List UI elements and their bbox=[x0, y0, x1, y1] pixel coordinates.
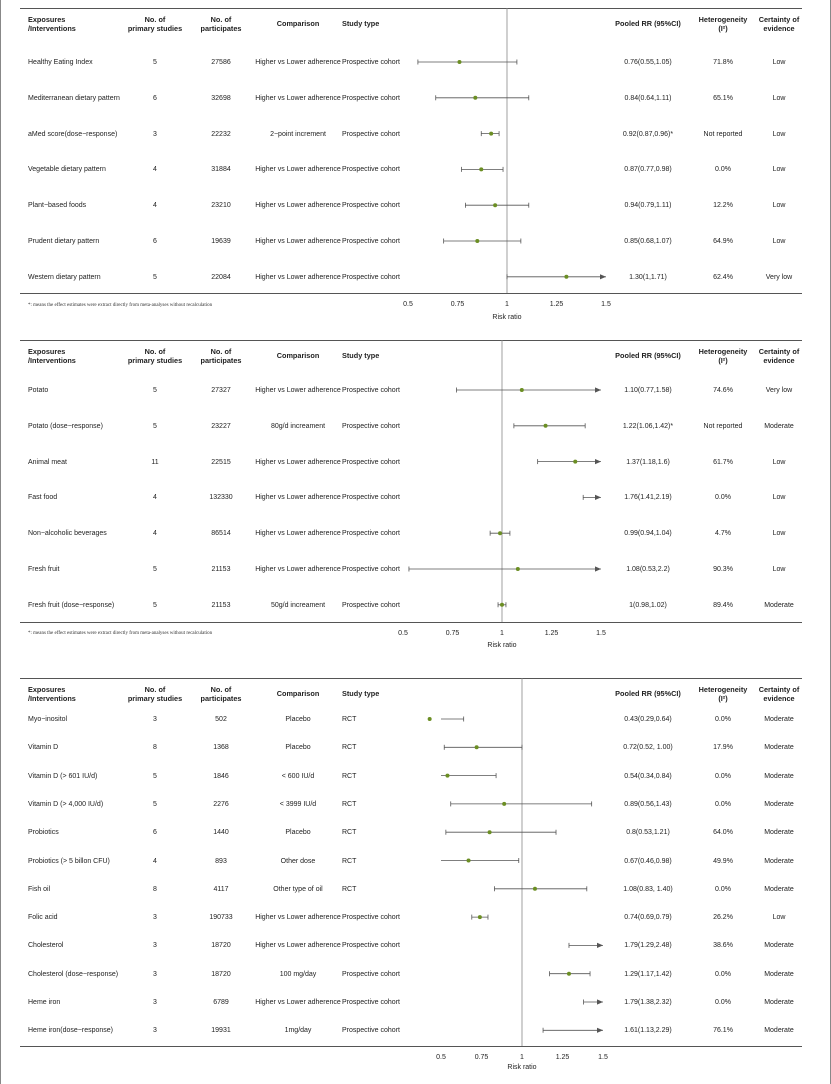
row-primary-studies: 3 bbox=[153, 999, 157, 1006]
header-study-type: Study type bbox=[342, 689, 380, 698]
row-certainty: Moderate bbox=[764, 744, 794, 752]
axis-tick-label: 1.25 bbox=[544, 630, 559, 637]
header-participants-2: participates bbox=[200, 694, 242, 703]
header-heterogeneity-2: (I²) bbox=[718, 24, 728, 33]
row-exposure: Probiotics bbox=[28, 829, 59, 837]
row-pooled-rr: 0.87(0.77,0.98) bbox=[624, 166, 672, 174]
row-comparison: Higher vs Lower adherence bbox=[255, 458, 341, 466]
row-primary-studies: 4 bbox=[153, 166, 157, 174]
row-primary-studies: 5 bbox=[153, 800, 157, 808]
row-study-type: Prospective cohort bbox=[342, 202, 400, 210]
row-certainty: Very low bbox=[765, 273, 793, 281]
ci-arrow bbox=[597, 943, 603, 948]
row-exposure: Plant−based foods bbox=[28, 202, 87, 210]
header-study-type: Study type bbox=[342, 351, 380, 360]
row-participants: 1368 bbox=[213, 744, 229, 752]
row-comparison: Higher vs Lower adherence bbox=[255, 94, 341, 102]
row-exposure: Healthy Eating Index bbox=[28, 59, 93, 66]
row-study-type: Prospective cohort bbox=[342, 566, 400, 573]
row-exposure: Folic acid bbox=[28, 914, 58, 922]
row-exposure: Vitamin D (> 601 IU/d) bbox=[28, 772, 98, 780]
row-exposure: Animal meat bbox=[28, 458, 67, 466]
row-participants: 132330 bbox=[209, 494, 233, 502]
row-certainty: Low bbox=[772, 166, 786, 174]
row-study-type: Prospective cohort bbox=[342, 494, 400, 502]
row-comparison: Other type of oil bbox=[273, 885, 323, 893]
point-estimate bbox=[533, 887, 537, 891]
row-comparison: Placebo bbox=[285, 716, 311, 723]
row-certainty: Moderate bbox=[764, 716, 794, 723]
header-comparison: Comparison bbox=[276, 19, 320, 28]
row-study-type: Prospective cohort bbox=[342, 422, 400, 430]
row-participants: 22232 bbox=[211, 130, 231, 138]
row-exposure: Western dietary pattern bbox=[28, 273, 101, 281]
row-comparison: Higher vs Lower adherence bbox=[255, 566, 341, 573]
row-exposure: Vitamin D bbox=[28, 744, 59, 752]
header-certainty: Certainty of bbox=[758, 15, 800, 24]
point-estimate bbox=[428, 717, 432, 721]
row-study-type: RCT bbox=[342, 857, 357, 865]
axis-tick-label: 1 bbox=[500, 630, 504, 637]
row-comparison: 100 mg/day bbox=[279, 970, 317, 978]
row-participants: 32698 bbox=[211, 94, 231, 102]
row-comparison: Placebo bbox=[285, 829, 311, 837]
row-certainty: Low bbox=[772, 566, 786, 573]
axis-tick-label: 0.75 bbox=[474, 1054, 489, 1061]
row-primary-studies: 5 bbox=[153, 387, 157, 394]
header-pooled-rr: Pooled RR (95%CI) bbox=[615, 351, 681, 360]
row-primary-studies: 8 bbox=[153, 744, 157, 752]
row-heterogeneity: 90.3% bbox=[713, 566, 733, 573]
row-heterogeneity: 71.8% bbox=[713, 59, 733, 66]
row-primary-studies: 4 bbox=[153, 202, 157, 210]
row-comparison: Higher vs Lower adherence bbox=[255, 530, 341, 538]
row-primary-studies: 3 bbox=[153, 130, 157, 138]
row-heterogeneity: 64.9% bbox=[713, 238, 733, 245]
row-heterogeneity: 17.9% bbox=[713, 744, 733, 752]
row-heterogeneity: 76.1% bbox=[713, 1027, 733, 1035]
row-exposure: Fish oil bbox=[28, 885, 51, 893]
row-comparison: Other dose bbox=[280, 857, 316, 865]
row-primary-studies: 3 bbox=[153, 716, 157, 723]
row-study-type: Prospective cohort bbox=[342, 59, 400, 66]
point-estimate bbox=[478, 915, 482, 919]
row-exposure: Cholesterol bbox=[28, 942, 64, 950]
row-study-type: Prospective cohort bbox=[342, 130, 400, 138]
row-certainty: Moderate bbox=[764, 885, 794, 893]
row-comparison: Higher vs Lower adherence bbox=[255, 999, 341, 1006]
row-comparison: Higher vs Lower adherence bbox=[255, 166, 341, 174]
row-heterogeneity: Not reported bbox=[703, 422, 743, 430]
row-primary-studies: 8 bbox=[153, 885, 157, 893]
row-participants: 27586 bbox=[211, 59, 231, 66]
row-participants: 502 bbox=[215, 716, 227, 723]
header-heterogeneity-2: (I²) bbox=[718, 356, 728, 365]
row-study-type: RCT bbox=[342, 716, 357, 723]
header-heterogeneity: Heterogeneity bbox=[698, 347, 748, 356]
header-heterogeneity: Heterogeneity bbox=[698, 685, 748, 694]
row-study-type: Prospective cohort bbox=[342, 999, 400, 1006]
row-certainty: Moderate bbox=[764, 942, 794, 950]
row-heterogeneity: 64.0% bbox=[713, 829, 733, 837]
row-certainty: Moderate bbox=[764, 970, 794, 978]
row-heterogeneity: 0.0% bbox=[715, 772, 731, 780]
row-participants: 21153 bbox=[211, 566, 231, 573]
ci-arrow bbox=[597, 1028, 603, 1033]
row-participants: 22515 bbox=[211, 458, 231, 466]
row-heterogeneity: 0.0% bbox=[715, 885, 731, 893]
header-exposures: Exposures bbox=[28, 685, 66, 694]
row-study-type: RCT bbox=[342, 885, 357, 893]
footnote: *: means the effect estimates were extract directly from meta-analyses without recalculation bbox=[28, 303, 213, 308]
row-participants: 27327 bbox=[211, 387, 231, 394]
point-estimate bbox=[475, 745, 479, 749]
row-comparison: 1mg/day bbox=[284, 1027, 312, 1035]
row-exposure: Non−alcoholic beverages bbox=[28, 530, 107, 538]
row-study-type: Prospective cohort bbox=[342, 601, 400, 609]
row-certainty: Moderate bbox=[764, 857, 794, 865]
row-participants: 18720 bbox=[211, 970, 231, 978]
row-heterogeneity: 49.9% bbox=[713, 857, 733, 865]
row-comparison: Higher vs Lower adherence bbox=[255, 914, 341, 922]
row-pooled-rr: 0.92(0.87,0.96)* bbox=[622, 130, 674, 138]
row-pooled-rr: 1.61(1.13,2.29) bbox=[624, 1027, 672, 1035]
row-heterogeneity: 0.0% bbox=[715, 999, 731, 1006]
row-comparison: 2−point increment bbox=[270, 130, 326, 138]
row-participants: 23210 bbox=[211, 202, 231, 210]
row-certainty: Low bbox=[772, 130, 786, 138]
axis-title: Risk ratio bbox=[487, 642, 517, 649]
row-heterogeneity: 0.0% bbox=[715, 716, 731, 723]
row-heterogeneity: 61.7% bbox=[713, 458, 733, 466]
row-primary-studies: 5 bbox=[153, 566, 157, 573]
row-primary-studies: 11 bbox=[151, 458, 159, 466]
row-primary-studies: 6 bbox=[153, 94, 157, 102]
axis-tick-label: 0.5 bbox=[398, 630, 408, 637]
row-participants: 19931 bbox=[211, 1027, 231, 1035]
axis-title: Risk ratio bbox=[507, 1064, 537, 1071]
row-pooled-rr: 0.84(0.64,1.11) bbox=[624, 94, 672, 102]
row-primary-studies: 3 bbox=[153, 970, 157, 978]
row-pooled-rr: 0.67(0.46,0.98) bbox=[624, 857, 672, 865]
row-pooled-rr: 1.30(1,1.71) bbox=[629, 273, 667, 281]
row-study-type: Prospective cohort bbox=[342, 458, 400, 466]
header-participants: No. of bbox=[210, 347, 232, 356]
row-study-type: Prospective cohort bbox=[342, 94, 400, 102]
row-participants: 6789 bbox=[213, 999, 229, 1006]
row-pooled-rr: 1.10(0.77,1.58) bbox=[624, 387, 672, 394]
row-exposure: Fresh fruit (dose−response) bbox=[28, 601, 115, 609]
row-exposure: Cholesterol (dose−response) bbox=[28, 970, 119, 978]
row-certainty: Very low bbox=[765, 387, 793, 394]
row-study-type: Prospective cohort bbox=[342, 530, 400, 538]
row-heterogeneity: 0.0% bbox=[715, 970, 731, 978]
row-pooled-rr: 0.85(0.68,1.07) bbox=[624, 238, 672, 245]
row-participants: 1846 bbox=[213, 772, 229, 780]
header-participants-2: participates bbox=[200, 24, 242, 33]
row-primary-studies: 5 bbox=[153, 59, 157, 66]
header-comparison: Comparison bbox=[276, 689, 320, 698]
header-interventions: /Interventions bbox=[28, 356, 76, 365]
row-pooled-rr: 1.76(1.41,2.19) bbox=[624, 494, 672, 502]
axis-title: Risk ratio bbox=[492, 314, 522, 321]
row-exposure: Mediterranean dietary pattern bbox=[28, 94, 120, 102]
row-pooled-rr: 0.89(0.56,1.43) bbox=[624, 800, 672, 808]
point-estimate bbox=[567, 972, 571, 976]
row-participants: 18720 bbox=[211, 942, 231, 950]
row-pooled-rr: 1(0.98,1.02) bbox=[629, 601, 667, 609]
row-participants: 86514 bbox=[211, 530, 231, 538]
row-pooled-rr: 0.99(0.94,1.04) bbox=[624, 530, 672, 538]
row-pooled-rr: 1.29(1.17,1.42) bbox=[624, 970, 672, 978]
axis-tick-label: 0.75 bbox=[450, 301, 465, 308]
row-participants: 190733 bbox=[209, 914, 233, 922]
row-study-type: RCT bbox=[342, 829, 357, 837]
row-comparison: Higher vs Lower adherence bbox=[255, 494, 341, 502]
row-participants: 23227 bbox=[211, 422, 231, 430]
header-certainty-2: evidence bbox=[763, 24, 795, 33]
axis-tick-label: 0.5 bbox=[403, 301, 413, 308]
axis-tick-label: 1.25 bbox=[555, 1054, 570, 1061]
axis-tick-label: 1.25 bbox=[549, 301, 564, 308]
row-exposure: Potato (dose−response) bbox=[28, 422, 103, 430]
row-study-type: Prospective cohort bbox=[342, 970, 400, 978]
row-participants: 31884 bbox=[211, 166, 231, 174]
row-exposure: Vegetable dietary pattern bbox=[28, 166, 106, 174]
row-pooled-rr: 0.72(0.52, 1.00) bbox=[623, 744, 673, 752]
row-heterogeneity: 0.0% bbox=[715, 800, 731, 808]
row-comparison: 50g/d increament bbox=[270, 601, 326, 609]
row-primary-studies: 5 bbox=[153, 772, 157, 780]
row-certainty: Low bbox=[772, 238, 786, 245]
row-participants: 19639 bbox=[211, 238, 231, 245]
ci-arrow bbox=[597, 999, 603, 1004]
row-comparison: < 600 IU/d bbox=[281, 772, 315, 780]
axis-tick-label: 1.5 bbox=[598, 1054, 608, 1061]
row-pooled-rr: 1.22(1.06,1.42)* bbox=[622, 422, 674, 430]
axis-tick-label: 1 bbox=[505, 301, 509, 308]
header-participants-2: participates bbox=[200, 356, 242, 365]
row-heterogeneity: 26.2% bbox=[713, 914, 733, 922]
row-primary-studies: 4 bbox=[153, 530, 157, 538]
row-exposure: Fresh fruit bbox=[28, 566, 60, 573]
row-pooled-rr: 1.08(0.83, 1.40) bbox=[623, 885, 673, 893]
row-certainty: Low bbox=[772, 458, 786, 466]
header-interventions: /Interventions bbox=[28, 694, 76, 703]
row-heterogeneity: 12.2% bbox=[713, 202, 733, 210]
row-pooled-rr: 0.8(0.53,1.21) bbox=[626, 829, 670, 837]
row-exposure: Potato bbox=[28, 387, 49, 394]
row-certainty: Low bbox=[772, 59, 786, 66]
row-certainty: Moderate bbox=[764, 999, 794, 1006]
row-comparison: Higher vs Lower adherence bbox=[255, 942, 341, 950]
row-certainty: Low bbox=[772, 202, 786, 210]
point-estimate bbox=[488, 830, 492, 834]
row-pooled-rr: 0.54(0.34,0.84) bbox=[624, 772, 672, 780]
row-comparison: Higher vs Lower adherence bbox=[255, 238, 341, 245]
row-participants: 893 bbox=[215, 857, 227, 865]
row-comparison: Higher vs Lower adherence bbox=[255, 59, 341, 66]
header-pooled-rr: Pooled RR (95%CI) bbox=[615, 689, 681, 698]
row-participants: 4117 bbox=[213, 885, 229, 893]
footnote: *: means the effect estimates were extract directly from meta-analyses without recalculation bbox=[28, 631, 213, 636]
row-exposure: aMed score(dose−response) bbox=[28, 130, 118, 138]
row-comparison: Placebo bbox=[285, 744, 311, 752]
row-study-type: RCT bbox=[342, 800, 357, 808]
row-study-type: Prospective cohort bbox=[342, 914, 400, 922]
header-primary-studies-2: primary studies bbox=[127, 694, 183, 703]
row-participants: 21153 bbox=[211, 601, 231, 609]
header-primary-studies: No. of bbox=[144, 347, 166, 356]
row-exposure: Prudent dietary pattern bbox=[28, 238, 100, 245]
row-exposure: Heme iron bbox=[28, 999, 61, 1006]
row-certainty: Moderate bbox=[764, 1027, 794, 1035]
row-study-type: RCT bbox=[342, 772, 357, 780]
row-certainty: Low bbox=[772, 494, 786, 502]
row-heterogeneity: 0.0% bbox=[715, 166, 731, 174]
row-study-type: Prospective cohort bbox=[342, 942, 400, 950]
row-certainty: Low bbox=[772, 530, 786, 538]
header-pooled-rr: Pooled RR (95%CI) bbox=[615, 19, 681, 28]
row-certainty: Moderate bbox=[764, 772, 794, 780]
axis-tick-label: 0.75 bbox=[445, 630, 460, 637]
row-heterogeneity: 62.4% bbox=[713, 273, 733, 281]
row-primary-studies: 4 bbox=[153, 494, 157, 502]
row-participants: 2276 bbox=[213, 800, 229, 808]
row-primary-studies: 5 bbox=[153, 273, 157, 281]
row-comparison: 80g/d increament bbox=[270, 422, 326, 430]
row-pooled-rr: 1.08(0.53,2.2) bbox=[626, 566, 670, 573]
header-primary-studies-2: primary studies bbox=[127, 24, 183, 33]
axis-tick-label: 1 bbox=[520, 1054, 524, 1061]
header-primary-studies-2: primary studies bbox=[127, 356, 183, 365]
row-participants: 1440 bbox=[213, 829, 229, 837]
row-primary-studies: 3 bbox=[153, 942, 157, 950]
row-comparison: < 3999 IU/d bbox=[279, 800, 317, 808]
row-exposure: Probiotics (> 5 billon CFU) bbox=[28, 857, 110, 865]
row-primary-studies: 5 bbox=[153, 422, 157, 430]
row-primary-studies: 3 bbox=[153, 914, 157, 922]
axis-tick-label: 1.5 bbox=[596, 630, 606, 637]
row-study-type: Prospective cohort bbox=[342, 387, 400, 394]
row-comparison: Higher vs Lower adherence bbox=[255, 202, 341, 210]
row-exposure: Fast food bbox=[28, 494, 58, 502]
header-certainty: Certainty of bbox=[758, 347, 800, 356]
header-primary-studies: No. of bbox=[144, 15, 166, 24]
row-heterogeneity: Not reported bbox=[703, 130, 743, 138]
header-exposures: Exposures bbox=[28, 15, 66, 24]
row-heterogeneity: 65.1% bbox=[713, 94, 733, 102]
row-heterogeneity: 74.6% bbox=[713, 387, 733, 394]
row-exposure: Heme iron(dose−response) bbox=[28, 1027, 114, 1035]
row-pooled-rr: 1.37(1.18,1.6) bbox=[626, 458, 670, 466]
row-study-type: RCT bbox=[342, 744, 357, 752]
row-pooled-rr: 0.43(0.29,0.64) bbox=[624, 716, 672, 723]
row-heterogeneity: 89.4% bbox=[713, 601, 733, 609]
row-participants: 22084 bbox=[211, 273, 231, 281]
row-study-type: Prospective cohort bbox=[342, 166, 400, 174]
row-comparison: Higher vs Lower adherence bbox=[255, 273, 341, 281]
row-heterogeneity: 4.7% bbox=[715, 530, 731, 538]
row-pooled-rr: 0.94(0.79,1.11) bbox=[624, 202, 672, 210]
axis-tick-label: 0.5 bbox=[436, 1054, 446, 1061]
row-certainty: Moderate bbox=[764, 800, 794, 808]
row-primary-studies: 4 bbox=[153, 857, 157, 865]
row-study-type: Prospective cohort bbox=[342, 238, 400, 245]
header-participants: No. of bbox=[210, 685, 232, 694]
row-heterogeneity: 38.6% bbox=[713, 942, 733, 950]
header-participants: No. of bbox=[210, 15, 232, 24]
point-estimate bbox=[467, 859, 471, 863]
header-interventions: /Interventions bbox=[28, 24, 76, 33]
row-primary-studies: 6 bbox=[153, 238, 157, 245]
header-heterogeneity-2: (I²) bbox=[718, 694, 728, 703]
row-heterogeneity: 0.0% bbox=[715, 494, 731, 502]
header-heterogeneity: Heterogeneity bbox=[698, 15, 748, 24]
row-certainty: Moderate bbox=[764, 601, 794, 609]
row-pooled-rr: 0.74(0.69,0.79) bbox=[624, 914, 672, 922]
header-certainty-2: evidence bbox=[763, 356, 795, 365]
row-certainty: Low bbox=[772, 914, 786, 922]
row-primary-studies: 3 bbox=[153, 1027, 157, 1035]
row-certainty: Low bbox=[772, 94, 786, 102]
row-comparison: Higher vs Lower adherence bbox=[255, 387, 341, 394]
row-certainty: Moderate bbox=[764, 422, 794, 430]
row-primary-studies: 6 bbox=[153, 829, 157, 837]
row-pooled-rr: 1.79(1.38,2.32) bbox=[624, 999, 672, 1006]
row-certainty: Moderate bbox=[764, 829, 794, 837]
row-exposure: Vitamin D (> 4,000 IU/d) bbox=[28, 800, 104, 808]
row-study-type: Prospective cohort bbox=[342, 1027, 400, 1035]
header-certainty-2: evidence bbox=[763, 694, 795, 703]
row-pooled-rr: 1.79(1.29,2.48) bbox=[624, 942, 672, 950]
header-certainty: Certainty of bbox=[758, 685, 800, 694]
row-primary-studies: 5 bbox=[153, 601, 157, 609]
row-pooled-rr: 0.76(0.55,1.05) bbox=[624, 59, 672, 66]
header-comparison: Comparison bbox=[276, 351, 320, 360]
point-estimate bbox=[502, 802, 506, 806]
header-study-type: Study type bbox=[342, 19, 380, 28]
row-study-type: Prospective cohort bbox=[342, 273, 400, 281]
row-exposure: Myo−inositol bbox=[28, 716, 68, 723]
point-estimate bbox=[445, 774, 449, 778]
header-exposures: Exposures bbox=[28, 347, 66, 356]
axis-tick-label: 1.5 bbox=[601, 301, 611, 308]
header-primary-studies: No. of bbox=[144, 685, 166, 694]
